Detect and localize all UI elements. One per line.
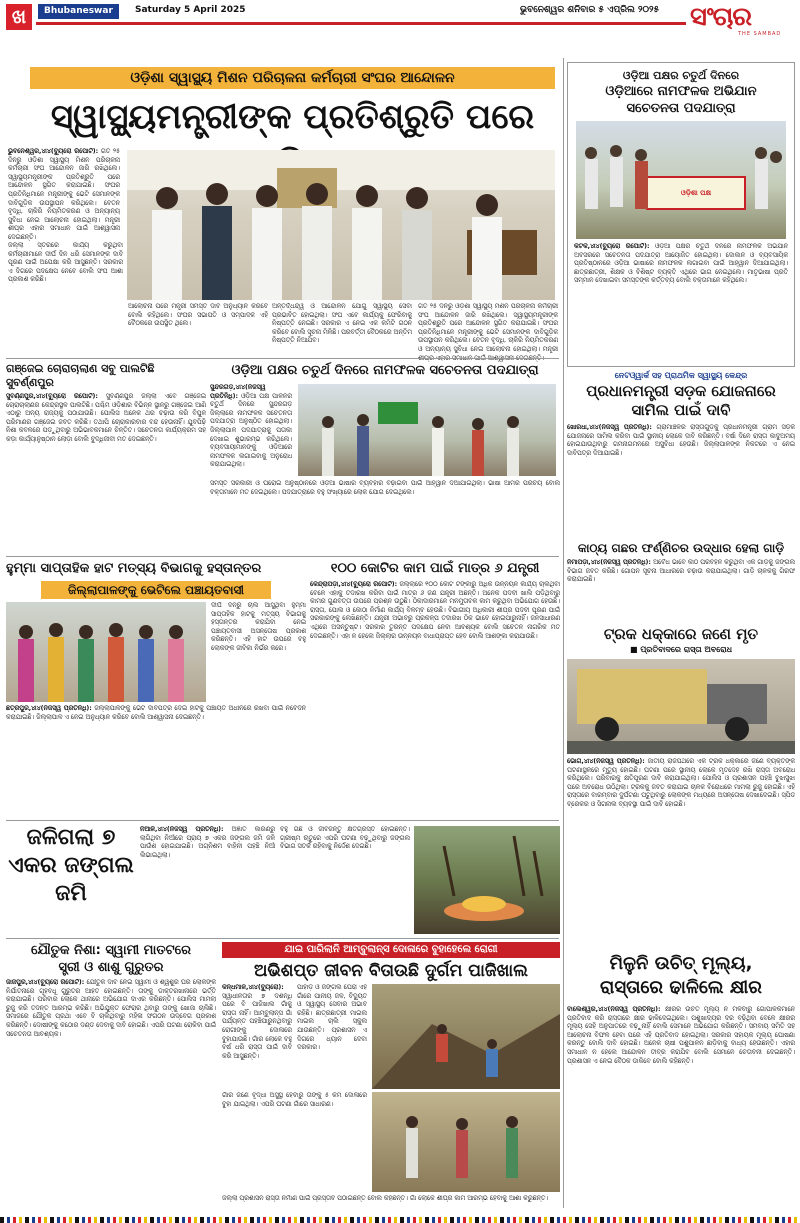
nameplate-photo [298,384,556,476]
forest-text-2 [280,826,410,936]
right-top-headline-2: ସଚେତନତା ପଦଯାତ୍ରା [626,101,736,116]
milk-story [567,952,795,1202]
right-top-byline: କଟକ,୪ା୪(ବ୍ୟୁରୋ ରିପୋର୍ଟ): [574,243,650,250]
logo-tagline: THE SAMBAD [738,31,782,37]
wood-headline: କାଠ୍ୟ ଗଛର ଫର୍ଣ୍ଣିଚର ଉଦ୍ଧାର ହେଲା ଗାଡ଼ି [577,541,785,555]
forest-body-1: ଅଜ୍ଞାତ କାରଣରୁ ଲାଗିଥିବା ନିଆଁରେ ପ୍ରାୟ ୭ ଏକର ଜଙ୍ଗଲ ଜମି ଜଳି ପାଉଁଶ ହୋଇଯାଇଛି। ଅଗ୍ନିଶମ ବାହିନୀ ପହଞ୍ଚି ନିଆଁ ଲିଭାଇଥିଲା। [140,826,275,859]
crore-body: ଜିଲ୍ଲାରେ ୧୦୦ କୋଟି ଟଙ୍କାରୁ ଅଧିକ ଉନ୍ନୟନ କାର୍ଯ୍ୟ ଚାଲିଥିବା ବେଳେ ଏହାକୁ ତଦାରଖ କରିବା ପାଇଁ ମାତ୍ର ୬ ଜଣ ଯନ୍ତ୍ରୀ ଅଛନ୍ତି। ଅନେକ ପଦବୀ ଖାଲି ପଡ଼ିଥିବାରୁ କାମର ଗୁଣବତ୍ତା ଉପରେ ପ୍ରଶ୍ନ ଉଠୁଛି। ଠିକାଦାରମାନେ ମନମୁତାବକ କାମ କରୁଥିବା ଅଭିଯୋଗ ହେଉଛି। ରାସ୍ତା, ପୋଲ ଓ କୋଠା ନିର୍ମାଣ କାର୍ଯ୍ୟ ବିଳମ୍ବ ହେଉଛି। ବିଭାଗୀୟ ଅଧିକାରୀ ଶୀଘ୍ର ପଦବୀ ପୂରଣ ପାଇଁ ସରକାରଙ୍କୁ ଲେଖିଛନ୍ତି। ଯନ୍ତ୍ରୀ ଅଭାବରୁ ପ୍ରକଳ୍ପ ତଦାରଖ ଠିକ ଭାବେ ହୋଇପାରୁନାହିଁ। ଜନସାଧାରଣ ଏଥିରେ ଅସନ୍ତୁଷ୍ଟ। ସରକାର ତୁରନ୍ତ ପଦକ୍ଷେପ ନେବା ଆବଶ୍ୟକ ବୋଲି ସଚେତନ ନାଗରିକ ମତ ଦେଇଛନ୍ତି। ଏହା ନ ହେଲେ ଜିଲ୍ଲାର ଉନ୍ନୟନ ବାଧାପ୍ରାପ୍ତ ହେବ ବୋଲି ଆଶଙ୍କା କରାଯାଉଛି। [310,581,560,640]
hat-photo [6,602,206,702]
ganja-story [6,362,206,552]
hat-body-2: ଜିଲ୍ଲାପାଳଙ୍କୁ ଭେଟି ଦାବିପତ୍ର ଦେଇ ହାଟକୁ ପଞ୍ଚାୟତ ଅଧୀନରେ ରଖିବା ପାଇଁ ନିବେଦନ କରାଯାଇଛି। ଜିଲ୍ଲାପାଳ ଏ ନେଇ ଅନୁଧ୍ୟାନ କରିବେ ବୋଲି ଆଶ୍ୱାସନା ଦେଇଛନ୍ତି। [6,705,306,721]
masthead [0,0,800,50]
lead-body-1: ଗତ ୨୫ ଦିନରୁ ଓଡ଼ିଶା ସ୍ୱାସ୍ଥ୍ୟ ମିଶନ ପରିଚାଳନା କର୍ମଚାରୀ ସଂଘ ଆନ୍ଦୋଳନ ଜାରି ରଖିଥିଲେ। ସ୍ୱାସ୍ଥ୍ୟମନ୍ତ୍ରୀଙ୍କ ପ୍ରତିଶ୍ରୁତି ପରେ ଆନ୍ଦୋଳନ ସ୍ଥଗିତ କରାଯାଇଛି। ସଂଘର ପ୍ରତିନିଧିମାନେ ମନ୍ତ୍ରୀଙ୍କୁ ଭେଟି ସେମାନଙ୍କ ଦାବିଗୁଡ଼ିକ ଉପସ୍ଥାପନ କରିଥିଲେ। ବେତନ ବୃଦ୍ଧି, ଚାକିରି ନିୟମିତକରଣ ଓ ଅନ୍ୟାନ୍ୟ ସୁବିଧା ନେଇ ଆଲୋଚନା ହୋଇଥିଲା। ମନ୍ତ୍ରୀ ଶୀଘ୍ର ଏହାର ସମାଧାନ ପାଇଁ ଆଶ୍ୱାସନା ଦେଇଛନ୍ତି। [8,148,120,241]
dowry-body: ଯୌତୁକ ଦାବି ନେଇ ସ୍ୱାମୀ ଓ ଶ୍ୱଶୁର ଘର ଲୋକଙ୍କ ନିର୍ଯାତନାରେ ଗୃହବଧୂ ଗୁରୁତର ଆହତ ହୋଇଛନ୍ତି। ତାଙ୍କୁ ଡାକ୍ତରଖାନାରେ ଭର୍ତ୍ତି କରାଯାଇଛି। ପରିବାର ଲୋକେ ଥାନାରେ ଅଭିଯୋଗ ଦାଏର କରିଛନ୍ତି। ପୋଲିସ ମାମଲା ରୁଜୁ କରି ତଦନ୍ତ ଆରମ୍ଭ କରିଛି। ଅଭିଯୁକ୍ତ ଫେରାର ଥିବାରୁ ତାଙ୍କୁ ଖୋଜା ଚାଲିଛି। ସମାଜରେ ଯୌତୁକ ପ୍ରଥା ଏବେ ବି ଚାଲିଥିବାରୁ ମହିଳା ସଂଗଠନ ଉଦ୍ବେଗ ପ୍ରକାଶ କରିଛନ୍ତି। ଦୋଷୀଙ୍କୁ କଠୋର ଦଣ୍ଡ ଦେବାକୁ ଦାବି ହୋଇଛି। ଏପରି ଘଟଣା ରୋକିବା ପାଇଁ ସଚେତନତା ଆବଶ୍ୟକ। [6,979,216,1038]
masthead-rule [36,22,686,25]
truck-body: ଜାତୀୟ ରାଜପଥରେ ଏକ ଟ୍ରକ ଧକ୍କାରେ ଜଣେ ବ୍ୟକ୍ତିଙ୍କ ଘଟଣାସ୍ଥଳରେ ମୃତ୍ୟୁ ହୋଇଛି। ଘଟଣା ପରେ ସ୍ଥାନୀୟ ଲୋକେ ମୃତଦେହ ରଖି ରାସ୍ତା ଅବରୋଧ କରିଥିଲେ। ପରିବାରକୁ କ୍ଷତିପୂରଣ ଦାବି କରାଯାଇଥିଲା। ପୋଲିସ ଓ ପ୍ରଶାସନ ପହଞ୍ଚି ବୁଝାସୁଝା ପରେ ଅବରୋଧ ଉଠିଥିଲା। ଟ୍ରକକୁ ଜବତ କରାଯାଇ ଚାଳକ ବିରୋଧରେ ମାମଲା ରୁଜୁ ହୋଇଛି। ଏହି ରାସ୍ତାରେ ବାରମ୍ବାର ଦୁର୍ଘଟଣା ଘଟୁଥିବାରୁ ଲୋକଙ୍କ ମଧ୍ୟରେ ଅସନ୍ତୋଷ ଦେଖାଦେଇଛି। ସ୍ପିଡ ବ୍ରେକର ଓ ସିଗନାଲ ବ୍ୟବସ୍ଥା ପାଇଁ ଦାବି ହୋଇଛି। [567,758,795,808]
lead-byline: ଭୁବନେଶ୍ୱର,୪ା୪(ବ୍ୟୁରୋ ରିପୋର୍ଟ): [8,148,99,155]
truck-subhead: ■ ପ୍ରତିବାଦରେ ରାସ୍ତା ଅବରୋଧ [629,645,732,654]
nameplate-body-1: ଓଡ଼ିଆ ପକ୍ଷ ପାଳନର ଚତୁର୍ଥ ଦିନରେ ସୁନ୍ଦରଗଡ଼ ଜିଲ୍ଲାରେ ନାମଫଳକ ସଚେତନତା ପଦଯାତ୍ରା ଅନୁଷ୍ଠିତ ହୋଇଥିଲା। ଜିଲ୍ଲାପାଳ ପଦଯାତ୍ରାକୁ ପତାକା ଦେଖାଇ ଶୁଭାରମ୍ଭ କରିଥିଲେ। ବ୍ୟବସାୟୀମାନଙ୍କୁ ଓଡ଼ିଆରେ ନାମଫଳକ ଲଗାଇବାକୁ ଅନୁରୋଧ କରାଯାଇଥିଲା। [210,392,292,469]
dowry-headline-1: ଯୌତୁକ ନିଶା: ସ୍ୱାମୀ ମାତଟରେ [30,943,192,958]
crore-headline: ୧୦୦ କୋଟିର କାମ ପାଇଁ ମାତ୍ର ୬ ଯନ୍ତ୍ରୀ [330,561,540,576]
milk-byline: ବାଲେଶ୍ୱର,୪ା୪(ନିଜସ୍ୱ ପ୍ରତିନିଧି): [567,1006,661,1013]
right-top-kicker: ଓଡ଼ିଆ ପକ୍ଷର ଚତୁର୍ଥ ଦିନରେ [622,69,740,82]
crore-story [310,560,560,815]
lead-body-2: ଜିଲ୍ଲା ସ୍ତରରେ କାର୍ଯ୍ୟ କରୁଥିବା କର୍ମଚାରୀମାନେ ଦୀର୍ଘ ଦିନ ଧରି ସେମାନଙ୍କ ଦାବି ପୂରଣ ପାଇଁ ଅପେକ୍ଷା କରି ଆସୁଛନ୍ତି। ସରକାର ଏ ଦିଗରେ ପଦକ୍ଷେପ ନେବେ ବୋଲି ସଂଘ ଆଶା ପ୍ରକାଶ କରିଛି। [8,242,123,284]
right-top-body: ଓଡ଼ିଆ ପକ୍ଷର ଚତୁର୍ଥ ଦିନରେ ନାମଫଳକ ଅଭିଯାନ ଅବସରରେ ସଚେତନତା ପଦଯାତ୍ରା ଆୟୋଜିତ ହୋଇଥିଲା। ଦୋକାନ ଓ ବ୍ୟବସାୟିକ ପ୍ରତିଷ୍ଠାନରେ ଓଡ଼ିଆ ଭାଷାରେ ନାମଫଳକ ଲଗାଇବା ପାଇଁ ଆହ୍ୱାନ ଦିଆଯାଇଥିଲା। ଛାତ୍ରଛାତ୍ରୀ, ଶିକ୍ଷକ ଓ ବିଶିଷ୍ଟ ବ୍ୟକ୍ତି ଏଥିରେ ଭାଗ ନେଇଥିଲେ। ମାତୃଭାଷା ପ୍ରତି ସମ୍ମାନ ଦେଖାଇବା ସମସ୍ତଙ୍କ କର୍ତ୍ତବ୍ୟ ବୋଲି ବକ୍ତାମାନେ କହିଥିଲେ। [574,243,788,285]
right-column-divider [563,58,564,1208]
ganja-byline: ସୁବର୍ଣ୍ଣପୁର,୪ା୪(ବ୍ୟୁରୋ ରିପୋର୍ଟ): [6,393,98,400]
pajikhal-body-4: ଜିଲ୍ଲା ପ୍ରଶାସନ ରାସ୍ତା ନିର୍ମାଣ ପାଇଁ ପ୍ରସ୍ତାବ ପଠାଇଛନ୍ତି ବୋଲି କହିଛନ୍ତି। ଗାଁ ଲୋକେ ଶୀଘ୍ର କାମ ଆରମ୍ଭ ହେବାକୁ ଆଶା କରୁଛନ୍ତି। [222,1195,549,1202]
wood-body: ଅବୈଧ ଭାବେ କାଠ ପରିବହନ କରୁଥିବା ଏକ ଗାଡ଼ିକୁ ଜଙ୍ଗଲ ବିଭାଗ ଜବତ କରିଛି। ଗୋପନ ସୂଚନା ଆଧାରରେ ଚଢ଼ାଉ କରାଯାଇଥିଲା। ଗାଡ଼ି ଚାଳକକୁ ଗିରଫ କରାଯାଇଛି। [567,559,795,584]
pajikhal-photo-2 [372,1092,560,1192]
date-english: Saturday 5 April 2025 [135,5,246,15]
lead-col-1 [8,148,120,240]
pmgsy-byline: ଖୋରଧା,୪ା୪(ନିଜସ୍ୱ ପ୍ରତିନିଧି): [567,424,652,431]
lead-kicker: ଓଡ଼ିଶା ସ୍ୱାସ୍ଥ୍ୟ ମିଶନ ପରିଚାଳନା କର୍ମଚାରୀ ସଂଘର ଆନ୍ଦୋଳନ [30,67,555,89]
pajikhal-body-2: ପାହାଡ଼ ଓ ଜଙ୍ଗଲ ଘେରା ଏହି ଗାଁରେ ପାନୀୟ ଜଳ, ବିଦ୍ୟୁତ ଓ ସ୍ୱାସ୍ଥ୍ୟ ସେବାର ଅଭାବ ରହିଛି। ଛାତ୍ରଛାତ୍ରୀ ମାଇଲ ମାଇଲ ଚାଲି ସ୍କୁଲ ଯାଉଛନ୍ତି। ପ୍ରଶାସନ ଏ ଦିଗରେ ଧ୍ୟାନ ଦେବା ଦରକାର। [297,984,367,1052]
lead-col-2 [128,303,268,353]
flag-waving-icon [298,384,556,476]
milk-body: କ୍ଷୀରର ଉଚିତ ମୂଲ୍ୟ ନ ମିଳିବାରୁ ଗୋପାଳକମାନେ ପ୍ରତିବାଦ କରି ରାସ୍ତାରେ କ୍ଷୀର ଢାଳିଦେଇଥିଲେ। ପଶୁଖାଦ୍ୟର ଦର ବଢ଼ିଥିବା ବେଳେ କ୍ଷୀରର ମୂଲ୍ୟ ସେହି ଅନୁପାତରେ ବଢ଼ୁନାହିଁ ବୋଲି ସେମାନେ ଅଭିଯୋଗ କରିଛନ୍ତି। ସମବାୟ ସମିତି ସହ ଆଲୋଚନା ବିଫଳ ହେବା ପରେ ଏହି ପ୍ରତିବାଦ ହୋଇଥିଲା। ସରକାର ସହାୟକ ମୂଲ୍ୟ ଘୋଷଣା କରନ୍ତୁ ବୋଲି ଦାବି ହୋଇଛି। ଅନେକ ଚାଷୀ ପଶୁପାଳନ ଛାଡ଼ିବାକୁ ବାଧ୍ୟ ହେଉଛନ୍ତି। ଏହାର ସମାଧାନ ନ ହେଲେ ଆନ୍ଦୋଳନ ତୀବ୍ର କରାଯିବ ବୋଲି ସେମାନେ ଚେତାବନୀ ଦେଇଛନ୍ତି। ପ୍ରଶାସନ ଏ ନେଇ ବୈଠକ ଡାକିବେ ବୋଲି କହିଛନ୍ତି। [567,1006,795,1065]
milk-headline-2: ରାସ୍ତାରେ ଢାଳିଲେ କ୍ଷୀର [600,977,762,998]
forest-text-1 [140,826,275,936]
truck-headline: ଟ୍ରକ ଧକ୍କାରେ ଜଣେ ମୃତ [603,625,759,643]
lead-body-3: ଆଲୋଚନା ପରେ ମନ୍ତ୍ରୀ ସମସ୍ତ ଦାବି ଅନୁଧ୍ୟାନ କରିବେ ବୋଲି କହିଥିଲେ। ସଂଘର ସଭାପତି ଓ ସମ୍ପାଦକ ଏହି ବୈଠକରେ ଉପସ୍ଥିତ ଥିଲେ। [128,303,268,328]
forest-fire-photo [414,826,560,934]
ganja-body: ସୁବର୍ଣ୍ଣପୁର ଜିଲ୍ଲା ଏବେ ଗଞ୍ଜେଇ ଚୋରାଚାଲାଣର କେନ୍ଦ୍ରସ୍ଥଳ ପାଲଟିଛି। ପଶ୍ଚିମ ଓଡ଼ିଶାର ବିଭିନ୍ନ ସ୍ଥାନରୁ ଗଞ୍ଜେଇ ଆଣି ଏଠାରୁ ଅନ୍ୟ ରାଜ୍ୟକୁ ପଠାଯାଉଛି। ପୋଲିସ ଅନେକ ଥର ଚଢ଼ାଉ କରି ବିପୁଳ ପରିମାଣର ଗଞ୍ଜେଇ ଜବତ କରିଛି। ତଥାପି ଚୋରାକାରବାର ବନ୍ଦ ହେଉନାହିଁ। ଯୁବପିଢ଼ି ନିଶା କବଳରେ ପଡ଼ୁଥିବାରୁ ଅଭିଭାବକମାନେ ଚିନ୍ତିତ। ସଚେତନତା କାର୍ଯ୍ୟକ୍ରମ ସହ କଡ଼ା କାର୍ଯ୍ୟାନୁଷ୍ଠାନ ଲୋଡ଼ା ବୋଲି ବୁଦ୍ଧିଜୀବୀ ମତ ଦେଇଛନ୍ତି। [6,393,206,443]
forest-byline: ନିଆଳି,୪ା୪(ନିଜସ୍ୱ ପ୍ରତିନିଧି): [140,826,224,833]
page-number: ଖ [6,4,32,30]
dowry-headline-2: ସ୍ତ୍ରୀ ଓ ଶାଶୁ ଗୁରୁତର [58,960,164,975]
nameplate-body-2: ସମସ୍ତ ସରକାରୀ ଓ ଘରୋଇ ଅନୁଷ୍ଠାନରେ ଓଡ଼ିଆ ଭାଷାର ବ୍ୟବହାର ବଢ଼ାଇବା ପାଇଁ ଆହ୍ୱାନ ଦିଆଯାଇଥିଲା। ଭାଷା ଆମର ପରିଚୟ ବୋଲି ବକ୍ତାମାନେ ମତ ଦେଇଥିଲେ। ପଦଯାତ୍ରାରେ ବହୁ ସଂଖ୍ୟାରେ ଲୋକ ଯୋଗ ଦେଇଥିଲେ। [210,480,560,496]
hat-body-1: ଦୀର୍ଘ ଦିନରୁ ଚାଲି ଆସୁଥିବା ହୁମ୍ମା ସାପ୍ତାହିକ ହାଟକୁ ମତ୍ସ୍ୟ ବିଭାଗକୁ ହସ୍ତାନ୍ତର କରାଯିବା ନେଇ ପଞ୍ଚାୟତବାସୀ ଅସନ୍ତୋଷ ପ୍ରକାଶ କରିଛନ୍ତି। ଏହି ହାଟ ଉପରେ ବହୁ ଲୋକଙ୍କ ଜୀବିକା ନିର୍ଭର କରେ। [211,602,306,652]
lead-col-3 [272,303,412,353]
pajikhal-body-3: ଗାଁର ଜଣେ ବୃଦ୍ଧା ଅସୁସ୍ଥ ହେବାରୁ ତାଙ୍କୁ ୫ କିମି ଦୋଳାରେ ବୁହା ଯାଇଥିଲା। ଏପରି ଘଟଣା ଗାଁରେ ସାଧାରଣ। [222,1092,367,1108]
pmgsy-story [567,370,795,500]
milk-headline-1: ମିଳୁନି ଉଚିତ୍ ମୂଲ୍ୟ, [609,953,753,974]
city-label: Bhubaneswar [38,4,119,19]
color-registration-bar [0,1217,800,1223]
lead-col-1b [8,242,123,352]
truck-photo [567,659,795,754]
truck-story [567,625,795,945]
fire-icon [414,826,560,934]
wood-byline: ନିମାପଡ଼ା,୪ା୪(ନିଜସ୍ୱ ପ୍ରତିନିଧି): [567,559,651,566]
lead-headline: ସ୍ୱାସ୍ଥ୍ୟମନ୍ତ୍ରୀଙ୍କ ପ୍ରତିଶ୍ରୁତି ପରେ [50,97,535,137]
ganja-headline: ଗଞ୍ଜେଇ ଚୋରାଚାଲାଣ ସବୁ ପାଲଟିଛି ସୁବର୍ଣ୍ଣପୁର [6,362,155,389]
forest-headline: ଜଳିଗଲା ୭ ଏକର ଜଙ୍ଗଲ ଜମି [8,825,134,906]
villagers-photo [6,602,206,702]
lead-body-4: ଅନ୍ତର୍ଦ୍ଧନ୍ଦ୍ୱ ଓ ଆନ୍ଦୋଳନ ଯୋଗୁ ସ୍ୱାସ୍ଥ୍ୟ ସେବା ପ୍ରଭାବିତ ହୋଇଥିଲା। ସଂଘ ଏବେ କାର୍ଯ୍ୟକୁ ଫେରିବାକୁ ନିଷ୍ପତ୍ତି ନେଇଛି। ସରକାର ଏ ନେଇ ଏକ କମିଟି ଗଠନ କରିବେ ବୋଲି ସୂଚନା ମିଳିଛି। ପରବର୍ତ୍ତୀ ବୈଠକରେ ଅନ୍ତିମ ନିଷ୍ପତ୍ତି ନିଆଯିବ। [272,303,412,345]
right-top-headline-1: ଓଡ଼ିଆରେ ନାମଫଳକ ଅଭିଯାନ [605,84,757,99]
section-divider-1 [6,358,559,359]
right-top-story [567,62,795,367]
section-divider-4 [6,938,559,939]
pajikhal-kicker: ଯାଇ ପାରିଲାନି ଆମ୍ବୁଲାନ୍ସ ଦୋଳାରେ ବୁହାହେଲେ ରୋଗୀ [222,942,560,958]
forest-body-2: ବହୁ ଗଛ ଓ ଜୀବଜନ୍ତୁ କ୍ଷତିଗ୍ରସ୍ତ ହୋଇଛନ୍ତି। ଗ୍ରୀଷ୍ମ ଋତୁରେ ଏପରି ଘଟଣା ବଢ଼ୁଥିବାରୁ ଜଙ୍ଗଲ ବିଭାଗ ସତର୍କ ରହିବାକୁ ନିର୍ଦ୍ଦେଶ ଦେଇଛି। [280,826,410,851]
nameplate-headline: ଓଡ଼ିଆ ପକ୍ଷର ଚତୁର୍ଥ ଦିନରେ ନାମଫଳକ ସଚେତନତା ପଦଯାତ୍ରା [231,363,539,378]
hat-headline: ହୁମ୍ମା ସାପ୍ତାହିକ ହାଟ ମତ୍ସ୍ୟ ବିଭାଗକୁ ହସ୍ତାନ୍ତର [6,561,262,576]
newspaper-logo: ସଂଚାର [690,2,752,32]
pajikhal-headline: ଅଭିଶପ୍ତ ଜୀବନ ବିତାଉଛି ଦୁର୍ଗମ ପାଜିଖାଲ [254,961,528,981]
pmgsy-kicker: ନେଟଓ୍ୱାର୍କ ସହ ପ୍ରାଥମିକ ସ୍ୱାସ୍ଥ୍ୟ କେନ୍ଦ୍ର [614,371,748,380]
section-divider-3 [6,820,559,821]
wood-story [567,540,795,620]
lead-body-continued: ଗତ ୨୫ ଦିନରୁ ଓଡ଼ିଶା ସ୍ୱାସ୍ଥ୍ୟ ମିଶନ ପରିଚାଳନା କର୍ମଚାରୀ ସଂଘ ଆନ୍ଦୋଳନ ଜାରି ରଖିଥିଲେ। ସ୍ୱାସ୍ଥ୍ୟମନ୍ତ୍ରୀଙ୍କ ପ୍ରତିଶ୍ରୁତି ପରେ ଆନ୍ଦୋଳନ ସ୍ଥଗିତ କରାଯାଇଛି। ସଂଘର ପ୍ରତିନିଧିମାନେ ମନ୍ତ୍ରୀଙ୍କୁ ଭେଟି ସେମାନଙ୍କ ଦାବିଗୁଡ଼ିକ ଉପସ୍ଥାପନ କରିଥିଲେ। ବେତନ ବୃଦ୍ଧି, ଚାକିରି ନିୟମିତକରଣ ଓ ଅନ୍ୟାନ୍ୟ ସୁବିଧା ନେଇ ଆଲୋଚନା ହୋଇଥିଲା। ମନ୍ତ୍ରୀ [418,303,558,353]
forest-headline-box [6,824,136,934]
people-icon [576,121,786,239]
villagers-carrying-icon [372,1092,560,1192]
date-odia: ଭୁବନେଶ୍ୱର ଶନିବାର ୫ ଏପ୍ରିଲ ୨୦୨୫ [520,5,660,15]
hat-byline: ଛତ୍ରପୁର,୪ା୪(ନିଜସ୍ୱ ପ୍ରତିନିଧି): [6,705,92,712]
hat-subhead: ଜିଲ୍ଲାପାଳଙ୍କୁ ଭେଟିଲେ ପଞ୍ଚାୟତବାସୀ [41,581,271,599]
dowry-byline: ଜାଜପୁର,୪ା୪(ବ୍ୟୁରୋ ରିପୋର୍ଟ): [6,979,85,986]
pmgsy-headline-2: ସାମିଲ ପାଇଁ ଦାବି [631,401,731,419]
truck-icon [567,659,795,754]
pajikhal-body-1: ସ୍ୱାଧୀନତାର ୭ ଦଶନ୍ଧି ପରେ ବି ପାଜିଖାଲ ଗାଁକୁ ରାସ୍ତା ନାହିଁ। ଆମ୍ବୁଲାନ୍ସ ଗାଁ ପର୍ଯ୍ୟନ୍ତ ପହଞ୍ଚିପାରୁନଥିବାରୁ ରୋଗୀଙ୍କୁ ଦୋଳାରେ ବୁହାଯାଉଛି। ଗାଁର ଲୋକେ ବହୁ ବର୍ଷ ଧରି ରାସ୍ତା ପାଇଁ ଦାବି କରି ଆସୁଛନ୍ତି। [222,992,292,1060]
pmgsy-headline-1: ପ୍ରଧାନମନ୍ତ୍ରୀ ସଡ଼କ ଯୋଜନାରେ [586,382,776,400]
crore-byline: କେନ୍ଦ୍ରାପଡ଼ା,୪ା୪(ବ୍ୟୁରୋ ରିପୋର୍ଟ): [310,581,398,588]
pajikhal-byline: କନ୍ଧମାଳ,୪ା୪(ବ୍ୟୁରୋ): [222,984,284,991]
pajikhal-story [222,942,560,1207]
hilly-path-icon [372,984,560,1089]
hat-story [6,560,306,815]
lead-col-4b [418,303,558,353]
pmgsy-body: ଗ୍ରାମାଞ୍ଚଳର ରାସ୍ତାଗୁଡ଼ିକୁ ପ୍ରଧାନମନ୍ତ୍ରୀ ଗ୍ରାମ ସଡ଼କ ଯୋଜନାରେ ସାମିଲ କରିବା ପାଇଁ ସ୍ଥାନୀୟ ଲୋକେ ଦାବି କରିଛନ୍ତି। ବର୍ଷା ଦିନେ ରାସ୍ତା କାଦୁଅମୟ ହୋଇଯାଉଥିବାରୁ ଗମନାଗମନରେ ଅସୁବିଧା ହେଉଛି। ଜିଲ୍ଲାପାଳଙ୍କ ନିକଟରେ ଏ ନେଇ ଦାବିପତ୍ର ଦିଆଯାଇଛି। [567,424,795,457]
truck-byline: ଭୋଗ,୪ା୪(ନିଜସ୍ୱ ପ୍ରତିନିଧି): [567,758,645,765]
dowry-story [6,942,216,1207]
nameplate-story [210,362,560,552]
nameplate-byline: ସୁନ୍ଦରଗଡ଼,୪ା୪(ନିଜସ୍ୱ ପ୍ରତିନିଧି): [210,384,266,400]
section-divider-2 [6,556,559,557]
rally-photo [576,121,786,239]
pajikhal-photo [372,984,560,1089]
rally-banner: ଓଡ଼ିଶା ପକ୍ଷ [646,176,746,210]
